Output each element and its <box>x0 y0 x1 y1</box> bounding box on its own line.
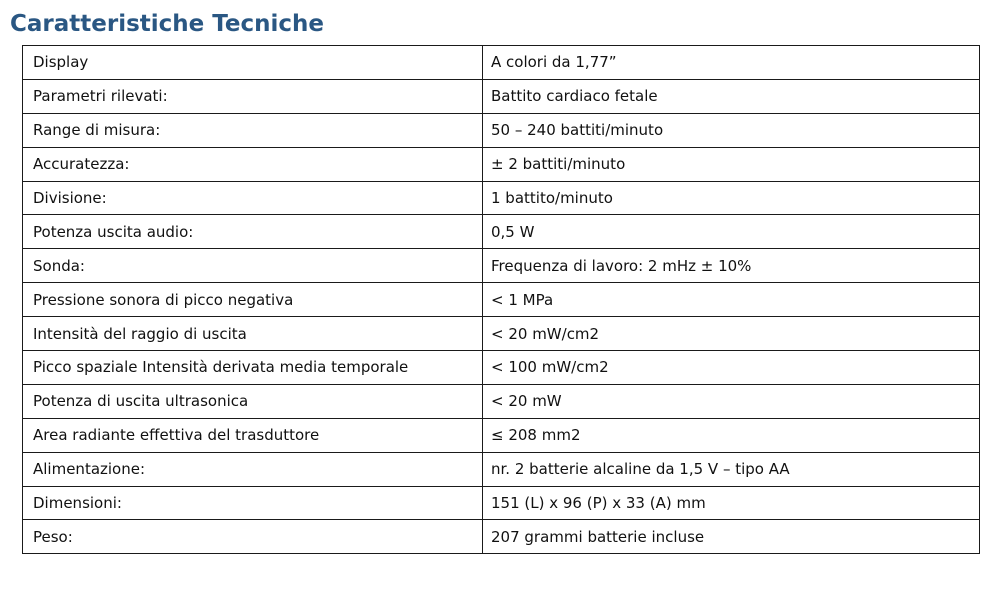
table-row <box>23 486 980 520</box>
spec-label: Intensità del raggio di uscita <box>23 317 483 351</box>
spec-label: Dimensioni: <box>23 486 483 520</box>
spec-value: A colori da 1,77” <box>483 46 980 80</box>
spec-label: Potenza uscita audio: <box>23 215 483 249</box>
spec-value: < 20 mW <box>483 384 980 418</box>
table-row <box>23 181 980 215</box>
specs-table-body <box>23 46 980 554</box>
spec-value: < 100 mW/cm2 <box>483 351 980 385</box>
spec-label: Potenza di uscita ultrasonica <box>23 384 483 418</box>
spec-value: 151 (L) x 96 (P) x 33 (A) mm <box>483 486 980 520</box>
table-row <box>23 46 980 80</box>
table-row <box>23 79 980 113</box>
spec-value: Battito cardiaco fetale <box>483 79 980 113</box>
spec-label: Display <box>23 46 483 80</box>
spec-label: Alimentazione: <box>23 452 483 486</box>
table-row <box>23 418 980 452</box>
spec-value: Frequenza di lavoro: 2 mHz ± 10% <box>483 249 980 283</box>
spec-label: Area radiante effettiva del trasduttore <box>23 418 483 452</box>
specs-table <box>22 45 980 554</box>
table-row <box>23 520 980 554</box>
spec-label: Picco spaziale Intensità derivata media temporale <box>23 351 483 385</box>
table-row <box>23 452 980 486</box>
spec-value: < 1 MPa <box>483 283 980 317</box>
table-row <box>23 215 980 249</box>
spec-label: Divisione: <box>23 181 483 215</box>
spec-value: 0,5 W <box>483 215 980 249</box>
table-row <box>23 317 980 351</box>
table-row <box>23 147 980 181</box>
spec-label: Accuratezza: <box>23 147 483 181</box>
table-row <box>23 283 980 317</box>
spec-label: Parametri rilevati: <box>23 79 483 113</box>
spec-value: 1 battito/minuto <box>483 181 980 215</box>
spec-label: Pressione sonora di picco negativa <box>23 283 483 317</box>
spec-value: 207 grammi batterie incluse <box>483 520 980 554</box>
table-row <box>23 249 980 283</box>
table-row <box>23 351 980 385</box>
spec-label: Range di misura: <box>23 113 483 147</box>
spec-value: ≤ 208 mm2 <box>483 418 980 452</box>
spec-value: ± 2 battiti/minuto <box>483 147 980 181</box>
table-row <box>23 384 980 418</box>
spec-label: Sonda: <box>23 249 483 283</box>
table-row <box>23 113 980 147</box>
spec-label: Peso: <box>23 520 483 554</box>
spec-value: < 20 mW/cm2 <box>483 317 980 351</box>
spec-value: 50 – 240 battiti/minuto <box>483 113 980 147</box>
spec-value: nr. 2 batterie alcaline da 1,5 V – tipo AA <box>483 452 980 486</box>
page-title: Caratteristiche Tecniche <box>10 11 324 37</box>
